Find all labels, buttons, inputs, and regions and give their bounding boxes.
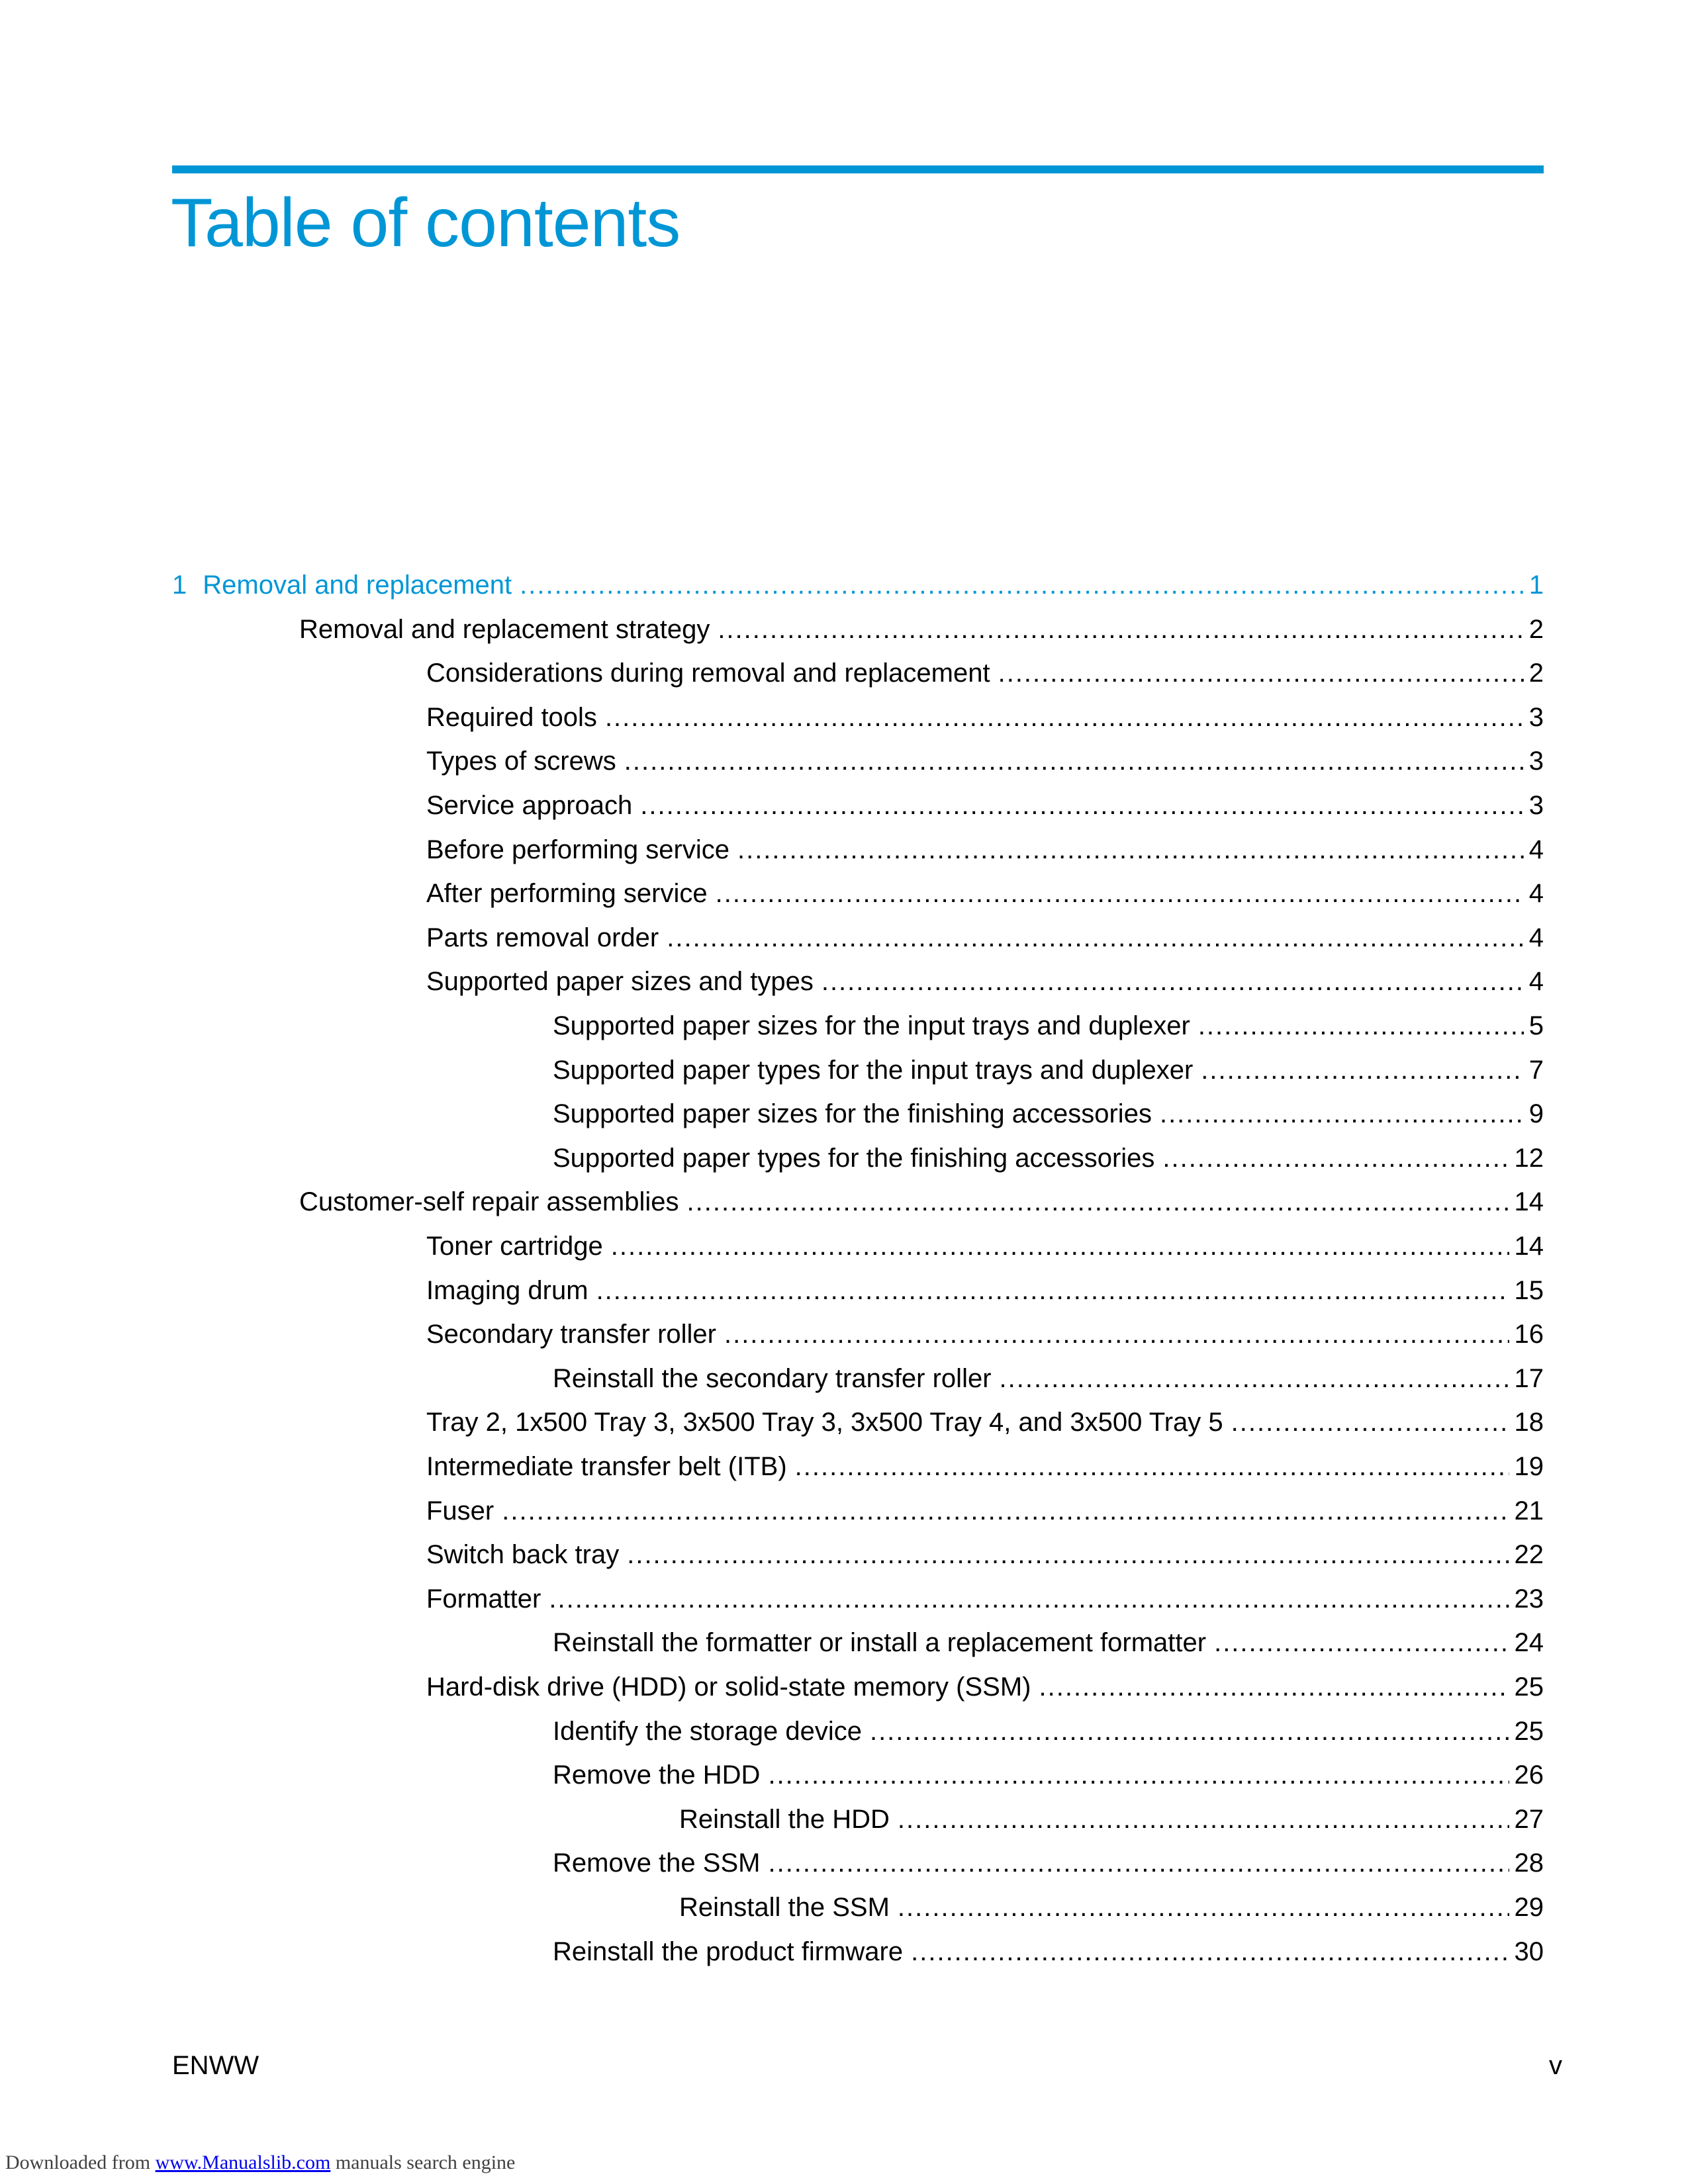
toc-entry-text: Removal and replacement [203,570,512,600]
dot-leader [1198,1004,1524,1048]
dot-leader [1214,1621,1509,1664]
dot-leader [605,696,1524,739]
toc-entry-title [553,1841,760,1885]
download-note-suffix: manuals search engine [335,2152,516,2173]
toc-entry-text: Toner cartridge [426,1232,603,1261]
dot-leader [596,1269,1509,1312]
toc-entry[interactable] [426,1224,1544,1268]
footer-doc-code: ENWW [172,2051,259,2080]
toc-entry-text: Fuser [426,1496,494,1525]
toc-entry[interactable] [426,960,1544,1003]
toc-page-number: 4 [1528,835,1544,864]
toc-page-number: 3 [1528,747,1544,776]
dot-leader [768,1841,1509,1885]
toc-page-number: 29 [1514,1893,1544,1922]
toc-entry-text: Customer-self repair assemblies [299,1187,679,1216]
toc-entry[interactable] [553,1004,1544,1048]
dot-leader [1162,1136,1509,1180]
toc-entry[interactable] [426,828,1544,872]
toc-entry[interactable] [426,916,1544,960]
toc-entry-text: Supported paper sizes for the input trays and duplexer [553,1011,1190,1040]
dot-leader [611,1224,1509,1268]
toc-entry-text: After performing service [426,879,708,908]
toc-entry[interactable] [426,1489,1544,1533]
toc-entry[interactable] [426,1577,1544,1621]
toc-entry[interactable] [299,1180,1544,1224]
toc-entry-title [426,1400,1223,1444]
toc-entry-text: Considerations during removal and replacement [426,659,990,688]
title-rule [172,165,1544,173]
toc-entry[interactable] [679,1797,1544,1841]
toc-entry[interactable] [426,1400,1544,1444]
toc-page-number: 26 [1514,1760,1544,1790]
toc-entry-text: Before performing service [426,835,729,864]
footer-page-number: v [1549,2051,1562,2080]
toc-entry-title [426,1577,541,1621]
toc-page-number: 17 [1514,1364,1544,1393]
dot-leader [502,1489,1509,1533]
dot-leader [911,1930,1509,1974]
toc-entry-title [553,1930,903,1974]
dot-leader [795,1445,1509,1488]
toc-entry-title [553,1092,1152,1136]
toc-entry-title [426,1269,588,1312]
toc-entry-title [299,1180,679,1224]
toc-entry-title [426,784,632,827]
toc-entry-title [553,1709,862,1753]
toc-entry-title [553,1048,1193,1092]
toc-entry[interactable] [426,739,1544,783]
toc-entry-text: Reinstall the product firmware [553,1937,904,1966]
toc-entry[interactable] [553,1841,1544,1885]
toc-entry[interactable] [426,651,1544,695]
toc-entry[interactable] [553,1136,1544,1180]
toc-entry[interactable] [426,1269,1544,1312]
toc-page-number: 5 [1528,1011,1544,1040]
toc-entry-title [299,608,710,651]
toc-entry-title [426,828,729,872]
toc-entry-text: Supported paper types for the finishing accessories [553,1144,1155,1173]
dot-leader [998,651,1524,695]
toc-page-number: 16 [1514,1320,1544,1349]
toc-page-number: 4 [1528,923,1544,952]
toc-entry-title [553,1753,760,1797]
toc-entry-text: Secondary transfer roller [426,1320,716,1349]
toc-entry[interactable] [553,1930,1544,1974]
toc-entry-text: Reinstall the SSM [679,1893,890,1922]
toc-entry-text: Supported paper sizes for the finishing accessories [553,1099,1152,1128]
toc-page-number: 2 [1528,659,1544,688]
toc-entry-title [426,1489,494,1533]
toc-entry[interactable] [553,1709,1544,1753]
toc-entry-title [172,563,512,607]
toc-entry-text: Removal and replacement strategy [299,615,710,644]
toc-entry[interactable] [426,1445,1544,1488]
toc-page-number: 14 [1514,1232,1544,1261]
toc-entry-title [679,1797,890,1841]
toc-page-number: 2 [1528,615,1544,644]
toc-entry-text: Switch back tray [426,1540,620,1569]
dot-leader [627,1533,1509,1576]
toc-entry-title [426,1224,603,1268]
toc-page-number: 24 [1514,1628,1544,1657]
dot-leader [1201,1048,1523,1092]
toc-entry-title [426,1445,787,1488]
toc-entry-text: Intermediate transfer belt (ITB) [426,1452,787,1481]
toc-page-number: 27 [1514,1805,1544,1834]
manualslib-link[interactable]: www.Manualslib.com [155,2152,331,2173]
toc-page-number: 4 [1528,967,1544,996]
toc-entry-title [426,960,814,1003]
toc-page-number: 1 [1528,570,1544,600]
toc-entry-text: Remove the SSM [553,1848,761,1878]
download-note [5,2151,515,2175]
toc-entry-title [426,1533,619,1576]
dot-leader [640,784,1523,827]
toc-entry-text: Reinstall the HDD [679,1805,890,1834]
toc-page-number: 9 [1528,1099,1544,1128]
toc-page-number: 25 [1514,1672,1544,1702]
toc-entry[interactable] [553,1753,1544,1797]
toc-page-number: 23 [1514,1584,1544,1614]
dot-leader [898,1797,1509,1841]
dot-leader [724,1312,1509,1356]
dot-leader [667,916,1524,960]
dot-leader [687,1180,1509,1224]
toc-entry[interactable] [426,1533,1544,1576]
toc-entry[interactable] [679,1886,1544,1929]
toc-page-number: 30 [1514,1937,1544,1966]
toc-entry[interactable] [553,1357,1544,1400]
toc-entry-text: Types of screws [426,747,616,776]
toc-entry-text: Imaging drum [426,1276,588,1305]
toc-entry-title [426,1312,716,1356]
toc-entry-text: Supported paper sizes and types [426,967,814,996]
dot-leader [520,563,1524,607]
toc-page-number: 15 [1514,1276,1544,1305]
page-title: Table of contents [171,185,680,261]
dot-leader [1039,1665,1509,1709]
toc-entry[interactable] [553,1048,1544,1092]
toc-page-number: 28 [1514,1848,1544,1878]
toc-entry-title [553,1136,1154,1180]
dot-leader [1000,1357,1509,1400]
toc-page-number: 12 [1514,1144,1544,1173]
toc-entry-title [426,1665,1031,1709]
toc-entry-title [426,696,597,739]
toc-entry-text: Service approach [426,791,633,820]
toc-entry-title [426,916,659,960]
toc-entry-text: Remove the HDD [553,1760,761,1790]
toc-page-number: 4 [1528,879,1544,908]
toc-page-number: 19 [1514,1452,1544,1481]
toc-entry-title [426,872,708,915]
toc-entry-title [553,1004,1190,1048]
toc-entry[interactable] [299,608,1544,651]
dot-leader [1160,1092,1524,1136]
toc-entry-title [426,651,990,695]
toc-chapter-entry[interactable] [172,563,1544,607]
toc-page-number: 3 [1528,791,1544,820]
dot-leader [870,1709,1509,1753]
dot-leader [718,608,1523,651]
toc-entry[interactable] [426,1312,1544,1356]
toc-page-number: 21 [1514,1496,1544,1525]
toc-page-number: 3 [1528,703,1544,732]
toc-entry-text: Parts removal order [426,923,659,952]
toc-entry-text: Hard-disk drive (HDD) or solid-state memory (SSM) [426,1672,1031,1702]
download-note-prefix: Downloaded from [5,2152,151,2173]
toc-entry-text: Supported paper types for the input trays and duplexer [553,1056,1194,1085]
toc-entry-text: Formatter [426,1584,541,1614]
toc-entry-text: Tray 2, 1x500 Tray 3, 3x500 Tray 3, 3x500 Tray 4, and 3x500 Tray 5 [426,1408,1223,1437]
dot-leader [716,872,1524,915]
toc-page-number: 14 [1514,1187,1544,1216]
toc-entry-text: Reinstall the formatter or install a replacement formatter [553,1628,1207,1657]
toc-entry[interactable] [426,872,1544,915]
dot-leader [1231,1400,1509,1444]
toc-entry-title [426,739,616,783]
toc-page-number: 7 [1528,1056,1544,1085]
dot-leader [549,1577,1509,1621]
toc-entry[interactable] [553,1621,1544,1664]
dot-leader [624,739,1524,783]
toc-page-number: 18 [1514,1408,1544,1437]
toc-entry-title [553,1621,1206,1664]
toc-entry-title [553,1357,992,1400]
toc-entry-title [679,1886,890,1929]
toc-chapter-number: 1 [172,570,187,600]
toc-entry[interactable] [426,784,1544,827]
toc-entry-text: Identify the storage device [553,1717,862,1746]
dot-leader [898,1886,1509,1929]
toc-entry[interactable] [553,1092,1544,1136]
toc-page-number: 22 [1514,1540,1544,1569]
toc-page-number: 25 [1514,1717,1544,1746]
toc-entry-text: Reinstall the secondary transfer roller [553,1364,992,1393]
toc-entry[interactable] [426,1665,1544,1709]
dot-leader [737,828,1524,872]
dot-leader [821,960,1524,1003]
dot-leader [768,1753,1509,1797]
toc-entry-text: Required tools [426,703,597,732]
toc-entry[interactable] [426,696,1544,739]
